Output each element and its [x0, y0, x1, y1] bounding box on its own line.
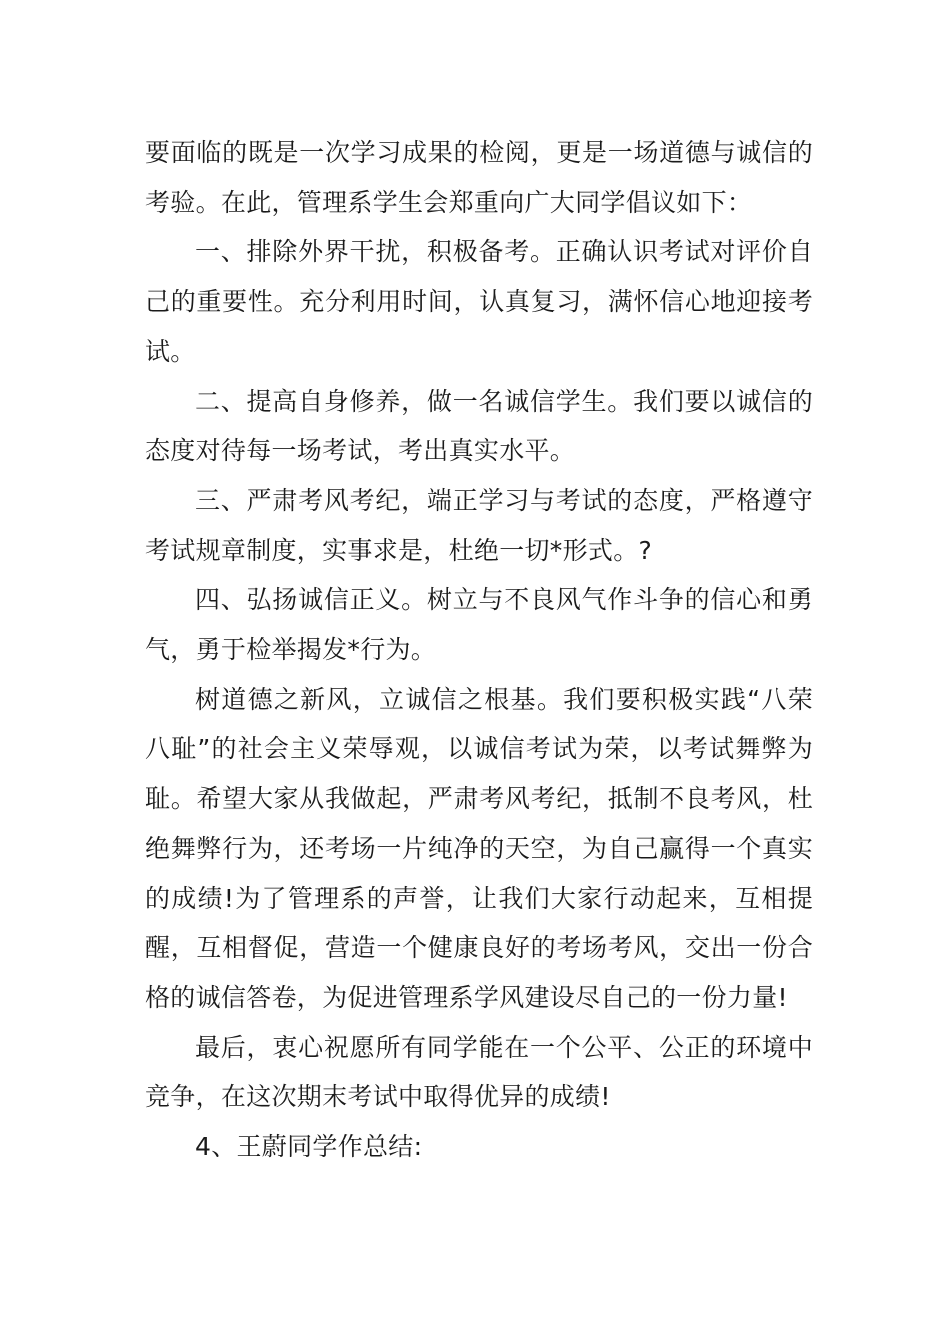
paragraph-appeal: 树道德之新风，立诚信之根基。我们要积极实践“八荣八耻”的社会主义荣辱观，以诚信考试为荣，以考试舞弊为耻。希望大家从我做起，严肃考风考纪，抵制不良考风，杜绝舞弊行为，还考场一片纯净的天空，为自己赢得一个真实的成绩!为了管理系的声誉，让我们大家行动起来，互相提醒，互相督促，营造一个健康良好的考场考风，交出一份合格的诚信答卷，为促进管理系学风建设尽自己的一份力量! [145, 684, 813, 1012]
paragraph-item-1: 一、排除外界干扰，积极备考。正确认识考试对评价自己的重要性。充分利用时间，认真复习，满怀信心地迎接考试。 [145, 237, 813, 366]
document-body [145, 128, 813, 1172]
paragraph-item-4: 四、弘扬诚信正义。树立与不良风气作斗争的信心和勇气，勇于检举揭发*行为。 [145, 585, 813, 665]
paragraph-closing: 最后，衷心祝愿所有同学能在一个公平、公正的环境中竞争，在这次期末考试中取得优异的成绩! [145, 1032, 813, 1112]
paragraph-item-2: 二、提高自身修养，做一名诚信学生。我们要以诚信的态度对待每一场考试，考出真实水平。 [145, 386, 813, 466]
paragraph-summary-heading: 4、王蔚同学作总结: [195, 1132, 423, 1162]
paragraph-continuation: 要面临的既是一次学习成果的检阅，更是一场道德与诚信的考验。在此，管理系学生会郑重向广大同学倡议如下： [145, 138, 813, 217]
paragraph-item-3: 三、严肃考风考纪，端正学习与考试的态度，严格遵守考试规章制度，实事求是，杜绝一切*形式。? [145, 485, 813, 565]
